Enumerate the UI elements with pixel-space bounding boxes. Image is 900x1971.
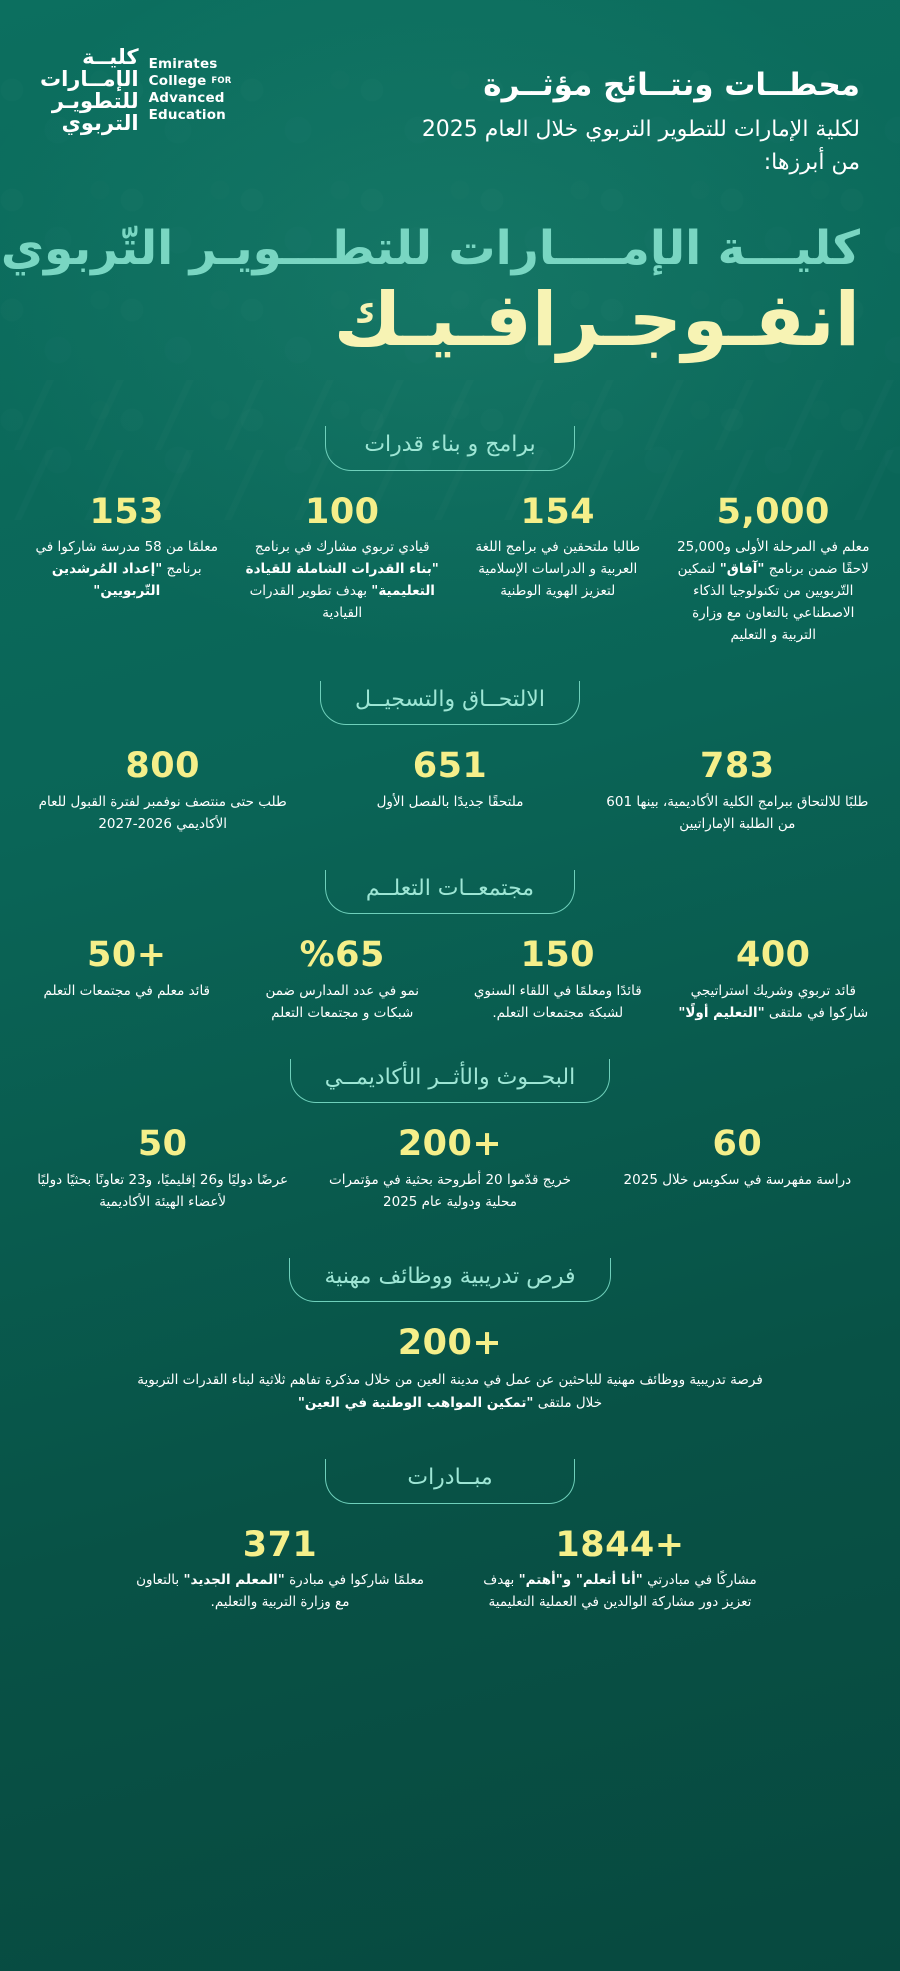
stat-description-text: طلبًا للالتحاق ببرامج الكلية الأكاديمية، بينها 601 من الطلبة الإماراتيين	[606, 793, 869, 832]
hero-title-college: كليـــة الإمــــارات للتطـــويـر التّربوي	[0, 220, 860, 276]
logo-en-line-2: College FOR	[148, 73, 232, 90]
stat-description-text: قائد معلم في مجتمعات التعلم	[43, 982, 211, 999]
page-subtitle: لكلية الإمارات للتطوير التربوي خلال العام 2025	[421, 116, 860, 142]
hero-title-infographic: انفـوجـرافـيـك	[333, 277, 860, 364]
section-header	[26, 870, 874, 915]
stat-description-emphasis: "التعليم أولًا"	[678, 1004, 765, 1021]
stat-description-text: فرصة تدريبية ووظائف مهنية للباحثين عن عمل في مدينة العين من خلال مذكرة تفاهم ثلاثية لبناء القدرات التربوية خلال ملتقى	[137, 1371, 763, 1411]
stat-number: 60	[712, 1124, 763, 1165]
page-header	[0, 0, 900, 179]
section	[26, 870, 874, 1025]
stat-item	[26, 493, 228, 603]
stat-description-text: مشاركًا في مبادرتي	[642, 1572, 757, 1589]
stat-item	[601, 747, 874, 835]
stat-description-text: لتمكين التّربويين من تكنولوجيا الذكاء الاصطناعي بالتعاون مع وزارة التربية و التعليم	[677, 561, 855, 643]
stat-description	[30, 537, 224, 603]
section	[26, 1459, 874, 1614]
section	[26, 1059, 874, 1214]
stat-number: 50	[137, 1124, 188, 1165]
section	[26, 1258, 874, 1415]
stat-description-text: طلب حتى منتصف نوفمبر لفترة القبول للعام الأكاديمي 2026-2027	[38, 793, 287, 832]
page-subtitle-secondary: من أبرزها:	[763, 149, 860, 175]
section-header	[26, 1059, 874, 1104]
stat-description-text: عرضًا دوليًا و26 إقليميًا، و23 تعاونًا بحثيًا دوليًا لأعضاء الهيئة الأكاديمية	[37, 1171, 289, 1210]
stat-description	[605, 792, 870, 836]
stats-row	[26, 493, 874, 647]
stats-row	[26, 747, 874, 835]
page-title: محطــات ونتــائج مؤثــرة	[483, 67, 860, 103]
section-title: برامج و بناء قدرات	[325, 426, 575, 471]
stat-description-text: قيادي تربوي مشارك في برنامج	[254, 539, 430, 556]
stat-number: 5,000	[716, 491, 830, 532]
stat-description	[677, 537, 871, 646]
stat-number: +200	[397, 1323, 503, 1364]
stat-item	[457, 936, 659, 1024]
stats-row	[26, 1324, 874, 1414]
stat-description-text: معلمًا من 58 مدرسة شاركوا في برنامج	[35, 539, 218, 578]
logo-ar-line-2: الإمــارات	[40, 67, 139, 92]
stats-row	[26, 1526, 874, 1614]
stat-description	[246, 537, 440, 624]
stat-item	[313, 1125, 586, 1213]
brand-logo	[40, 46, 232, 134]
section-title: مبــادرات	[325, 1459, 575, 1504]
stat-item	[130, 1324, 770, 1414]
stat-description	[605, 1170, 870, 1192]
stats-row	[26, 936, 874, 1024]
stat-number: 651	[412, 746, 488, 787]
stat-description	[246, 981, 440, 1025]
stat-description	[461, 981, 655, 1025]
stat-item	[26, 936, 228, 1002]
stat-description	[474, 1570, 766, 1614]
logo-ar-line-3: للتطويـر	[51, 89, 139, 114]
stat-number: 153	[89, 491, 165, 532]
stat-item	[242, 936, 444, 1024]
stat-item	[26, 1125, 299, 1213]
logo-en-for: FOR	[211, 76, 232, 87]
stat-description-emphasis: "المعلم الجديد"	[183, 1572, 285, 1589]
section-header	[26, 426, 874, 471]
stat-number: 100	[304, 491, 380, 532]
stat-number: +50	[86, 935, 167, 976]
section-header	[26, 681, 874, 726]
stat-description	[317, 1170, 582, 1214]
section-header	[26, 1459, 874, 1504]
stat-description-text: بالتعاون مع وزارة التربية والتعليم.	[136, 1572, 350, 1610]
stat-description-emphasis: "تمكين المواهب الوطنية في العين"	[297, 1394, 534, 1411]
stat-description-text: قائدًا ومعلمًا في اللقاء السنوي لشبكة مجتمعات التعلم.	[473, 982, 642, 1021]
stat-description-emphasis: "بناء القدرات الشاملة للقيادة التعليمية"	[245, 561, 439, 600]
stat-description-emphasis: "إعداد المُرشدين التّربويين"	[51, 561, 163, 600]
logo-ar-line-1: كليــة	[82, 45, 139, 69]
hero-block	[0, 179, 900, 364]
header-titles	[232, 46, 860, 179]
stat-description	[30, 981, 224, 1003]
stat-number: 800	[125, 746, 200, 787]
stat-item	[601, 1125, 874, 1191]
stat-item	[673, 936, 875, 1024]
stat-item	[26, 747, 299, 835]
stat-description	[461, 537, 655, 603]
section	[26, 426, 874, 647]
stat-description	[677, 981, 871, 1025]
stat-item	[673, 493, 875, 647]
stat-description-text: طالبا ملتحقين في برامج اللغة العربية و الدراسات الإسلامية لتعزيز الهوية الوطنية	[475, 539, 641, 600]
section-header	[26, 1258, 874, 1303]
stat-description	[30, 1170, 295, 1214]
stat-number: +200	[397, 1124, 503, 1165]
stat-number: +1844	[555, 1524, 685, 1565]
logo-arabic-text	[40, 46, 139, 134]
section-title: الالتحــاق والتسجيــل	[320, 681, 580, 726]
logo-en-line-3: Advanced	[148, 90, 225, 107]
stat-description-text: معلم في المرحلة الأولى و25,000 لاحقًا ضمن برنامج	[677, 539, 870, 578]
stat-item	[470, 1526, 770, 1614]
stat-number: 400	[735, 935, 811, 976]
stat-description-emphasis: "أنا أتعلم" و"أهتم"	[518, 1572, 643, 1589]
stat-item	[130, 1526, 430, 1614]
stat-item	[457, 493, 659, 603]
stat-description	[134, 1570, 426, 1614]
stat-description-text: بهدف تطوير القدرات القيادية	[249, 583, 372, 621]
section-title: فرص تدريبية ووظائف مهنية	[289, 1258, 610, 1303]
logo-en-line-4: Education	[148, 106, 226, 123]
logo-en-line-1: Emirates	[148, 56, 218, 73]
stat-number: 783	[700, 746, 775, 787]
stat-number: %65	[299, 935, 385, 976]
stat-description-text: قائد تربوي وشريك استراتيجي شاركوا في ملتقى	[690, 982, 869, 1021]
logo-ar-line-4: التربوي	[61, 111, 139, 136]
stat-item	[313, 747, 586, 813]
section-title: مجتمعــات التعلــم	[325, 870, 575, 915]
stat-number: 150	[520, 935, 596, 976]
section	[26, 681, 874, 836]
stat-description-text: خريج قدّموا 20 أطروحة بحثية في مؤتمرات محلية ودولية عام 2025	[329, 1171, 571, 1210]
stat-description-text: معلمًا شاركوا في مبادرة	[284, 1572, 424, 1589]
sections-container	[0, 364, 900, 1662]
stat-description	[130, 1369, 770, 1415]
stat-description-text: دراسة مفهرسة في سكوبس خلال 2025	[623, 1171, 852, 1188]
stat-number: 154	[520, 491, 596, 532]
stat-description	[30, 792, 295, 836]
stats-row	[26, 1125, 874, 1213]
stat-item	[242, 493, 444, 625]
stat-number: 371	[242, 1524, 318, 1565]
stat-description-text: بهدف تعزيز دور مشاركة الوالدين في العملية التعليمية	[483, 1572, 752, 1610]
logo-english-text	[149, 56, 232, 124]
stat-description-text: ملتحقًا جديدًا بالفصل الأول	[376, 793, 524, 810]
stat-description-emphasis: "آفاق"	[719, 561, 765, 578]
section-title: البحــوث والأثــر الأكاديمــي	[290, 1059, 610, 1104]
stat-description	[317, 792, 582, 814]
stat-description-text: نمو في عدد المدارس ضمن شبكات و مجتمعات التعلم	[265, 982, 420, 1021]
